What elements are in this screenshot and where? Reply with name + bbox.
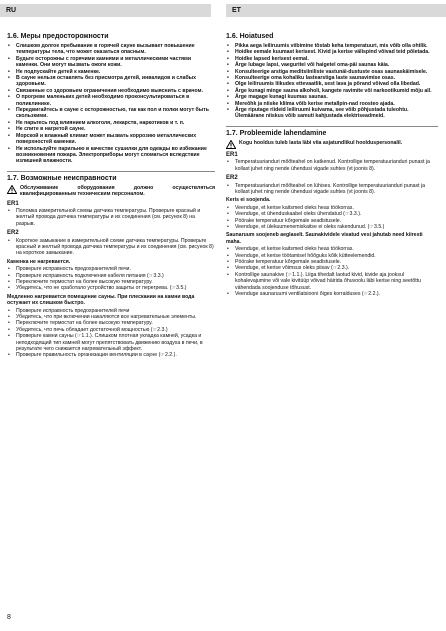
list-item: • Проверьте исправность предохранителей печи: [7, 308, 215, 314]
language-tab-ru: RU: [0, 4, 211, 17]
error-code-er2: ER2: [226, 175, 238, 182]
list-item: • Temperatuurianduri mõõteahel on katkenud. Kontrollige temperatuurianduri punast ja kollast juhet ning nende ühendusi vigade suhtes (vt joonis 8).: [226, 159, 438, 172]
section-title-troubleshooting: 1.7. Возможные неисправности: [7, 174, 117, 182]
section-title-precautions: 1.6. Hoiatused: [226, 33, 274, 40]
error-code-er2: ER2: [7, 230, 19, 237]
slow-heat-title: Медленно нагревается помещение сауны. При плескании на камни вода остужает их слишком быстро.: [7, 293, 195, 307]
section-title-troubleshooting: 1.7. Probleemide lahendamine: [226, 129, 327, 137]
list-item: • Переключите термостат на более высокую температуру.: [7, 279, 215, 285]
list-item: • Veenduge, et ülekuumenemiskaitse ei oleks rakendunud. (☞3.5.): [226, 224, 438, 230]
er1-list: [226, 159, 438, 172]
list-item: • Ärge magage kunagi kuumas saunas.: [226, 94, 438, 100]
section-divider: [226, 126, 438, 127]
list-item: • Поломка измерительной схемы датчика температуры. Проверьте красный и желтый провода датчика температуры и их соединения (см. рисунок 8) на разрыв.: [7, 208, 215, 227]
list-item: • Не спите в нагретой сауне.: [7, 126, 215, 132]
slow-heat-list: [7, 308, 215, 359]
list-item: • Veenduge, et kerise töötamisel hõõguks kõik küttеelemendid.: [226, 253, 438, 259]
list-item: • Убедитесь, что при включении накаляются все нагревательные элементы.: [7, 314, 215, 320]
list-item: • Передвигайтесь в сауне с осторожностью, так как пол и полки могут быть скользкими.: [7, 107, 215, 120]
list-item: • Veenduge, et ühenduskaabel oleks ühendatud (☞3.3.).: [226, 211, 438, 217]
precautions-list: [7, 43, 215, 165]
list-item: • Проверьте исправность подключения кабеля питания (☞3.3.): [7, 273, 215, 279]
list-item: • Будьте осторожны с горячими камнями и металлическими частями каменки. Они могут вызвать ожоги кожи.: [7, 56, 215, 69]
slow-heat-title: Saunaruum soojeneb aeglaselt. Saunakividele visatud vesi jahutab need kiiresti maha.: [226, 232, 423, 245]
er2-list: [7, 238, 215, 257]
list-item: • Hoidke lapsed kerisest eemal.: [226, 56, 438, 62]
list-item: • Ärge kunagi minge sauna alkoholi, kangete ravimite või narkootikumid mõju all.: [226, 88, 438, 94]
no-heat-title: Keris ei soojenda.: [226, 197, 271, 204]
list-item: • Veenduge, et kerise kaitsmed oleks heas töökorras.: [226, 205, 438, 211]
section-title-precautions: 1.6. Меры предосторожности: [7, 33, 109, 40]
list-item: • Морской и влажный климат может вызвать коррозию металлических поверхностей каменки.: [7, 133, 215, 146]
language-tab-et: ET: [226, 4, 446, 17]
section-divider: [7, 171, 215, 172]
no-heat-list: [7, 266, 215, 292]
error-code-er1: ER1: [226, 151, 238, 158]
list-item: • Kontrollige saunakive (☞1.1.). Liiga tihedalt laotud kivid, kivide aja jooksul kohalevajumine või vale kivitüüp võivad häirida õhuvoolu läbi kerise ning seetõttu vähendada soojenduse tõhusust.: [226, 272, 438, 291]
list-item: • Проверьте правильность организации вентиляции в сауне (☞2.2.).: [7, 352, 215, 358]
list-item: • Veenduge saunaruumi ventilatsiooni õiges korralduses (☞2.2.).: [226, 291, 438, 297]
list-item: • Pikka aega leiliruumis viibimine tõstab keha temperatuuri, mis võib olla ohtlik.: [226, 43, 438, 49]
list-item: • Не подпускайте детей к каменке.: [7, 69, 215, 75]
list-item: • Слишком долгое пребывание в горячей сауне вызывает повышение температуры тела, что может оказаться опасным.: [7, 43, 215, 56]
list-item: • Проверьте камни сауны (☞1.1.). Слишком плотная укладка камней, усадка и неподходящий тип камней могут препятствовать движению воздуха в печи, в результате чего снижается нагревательный эффект.: [7, 333, 215, 352]
service-warning: [226, 140, 438, 149]
list-item: • Убедитесь, что не сработало устройство защиты от перегрева. (☞3.5.): [7, 285, 215, 291]
list-item: • Olge leiliruumis liikudes ettevaatlik, sest lava ja põrand võivad olla libedad.: [226, 81, 438, 87]
list-item: • Temperatuurianduri mõõteahel on lühises. Kontrollige temperatuurianduri punast ja kollast juhet ning nende ühendusi vigade suhtes (vt joonis 8).: [226, 183, 438, 196]
list-item: • Не используйте парильню в качестве сушилки для одежды во избежание возникновения пожара. Электроприборы могут сломаться вследствие излишней влажности.: [7, 146, 215, 165]
warning-triangle-icon: [226, 140, 236, 149]
column-et: [226, 33, 438, 297]
service-warning-text: Обслуживание оборудования должно осуществляться квалифицированным техническим персоналом.: [20, 184, 215, 198]
list-item: • Ärge lubage lapsi, vaeguriteì või haigetel oma-päi saunas käia.: [226, 62, 438, 68]
service-warning: [7, 185, 215, 198]
list-item: • О прогреве маленьких детей необходимо проконсультироваться в поликлинике.: [7, 94, 215, 107]
list-item: • Ärge riputage riideid leiliruumi kuivama, see võib põhjustada tuleohtu. Ülemäärane niiskus võib samuti kahjustada elektriseadmeid.: [226, 107, 438, 120]
no-heat-list: [226, 205, 438, 231]
er2-list: [226, 183, 438, 196]
column-ru: [7, 33, 215, 359]
list-item: • Pöörake temperatuur kõrgemale seadistusele.: [226, 218, 438, 224]
list-item: • Veenduge, et kerise kaitsmed oleks heas töökorras.: [226, 246, 438, 252]
list-item: • Veenduge, et kerise võimsus oleks piisav (☞2.3.).: [226, 265, 438, 271]
no-heat-title: Каменка не нагревается.: [7, 258, 71, 265]
list-item: • Связанные со здоровьем ограничения необходимо выяснить с врачом.: [7, 88, 215, 94]
warning-triangle-icon: [7, 185, 17, 194]
list-item: • Проверьте исправность предохранителей печи.: [7, 266, 215, 272]
list-item: • Переключите термостат на более высокую температуру.: [7, 320, 215, 326]
list-item: • Konsulteerige arstiga meditsiiniliste vastunäi-dustuste osas saunaskäimisele.: [226, 69, 438, 75]
error-code-er1: ER1: [7, 200, 19, 207]
list-item: • Hoidke eemale kuumast kerisest. Kivid ja kerise välispind võivad teid põletada.: [226, 49, 438, 55]
list-item: • Konsulteerige oma kohaliku lastearstiga laste saunavimise osas.: [226, 75, 438, 81]
list-item: • Убедитесь, что печь обладает достаточной мощностью (☞2.3.): [7, 327, 215, 333]
list-item: • Pöörake temperatuur kõrgemale seadistusele.: [226, 259, 438, 265]
list-item: • В сауне нельзя оставлять без присмотра детей, инвалидов и слабых здоровьем.: [7, 75, 215, 88]
list-item: • Mereõhk ja niiske kliima võib kerise metallpin-nad roosteo ajada.: [226, 101, 438, 107]
service-warning-text: Kogu hooldus tuleb lasta läbi viia asjatundlikul hoolduspersonalil.: [239, 139, 403, 146]
list-item: • Не парьтесь под влиянием алкоголя, лекарств, наркотиков и т. п.: [7, 120, 215, 126]
precautions-list: [226, 43, 438, 120]
list-item: • Короткое замыкание в измерительной схеме датчика температуры. Проверьте красный и желтый провода датчика температуры и их соединения (см. рисунок 8) на короткое замыкание.: [7, 238, 215, 257]
slow-heat-list: [226, 246, 438, 297]
er1-list: [7, 208, 215, 227]
page-number: 8: [7, 614, 11, 621]
